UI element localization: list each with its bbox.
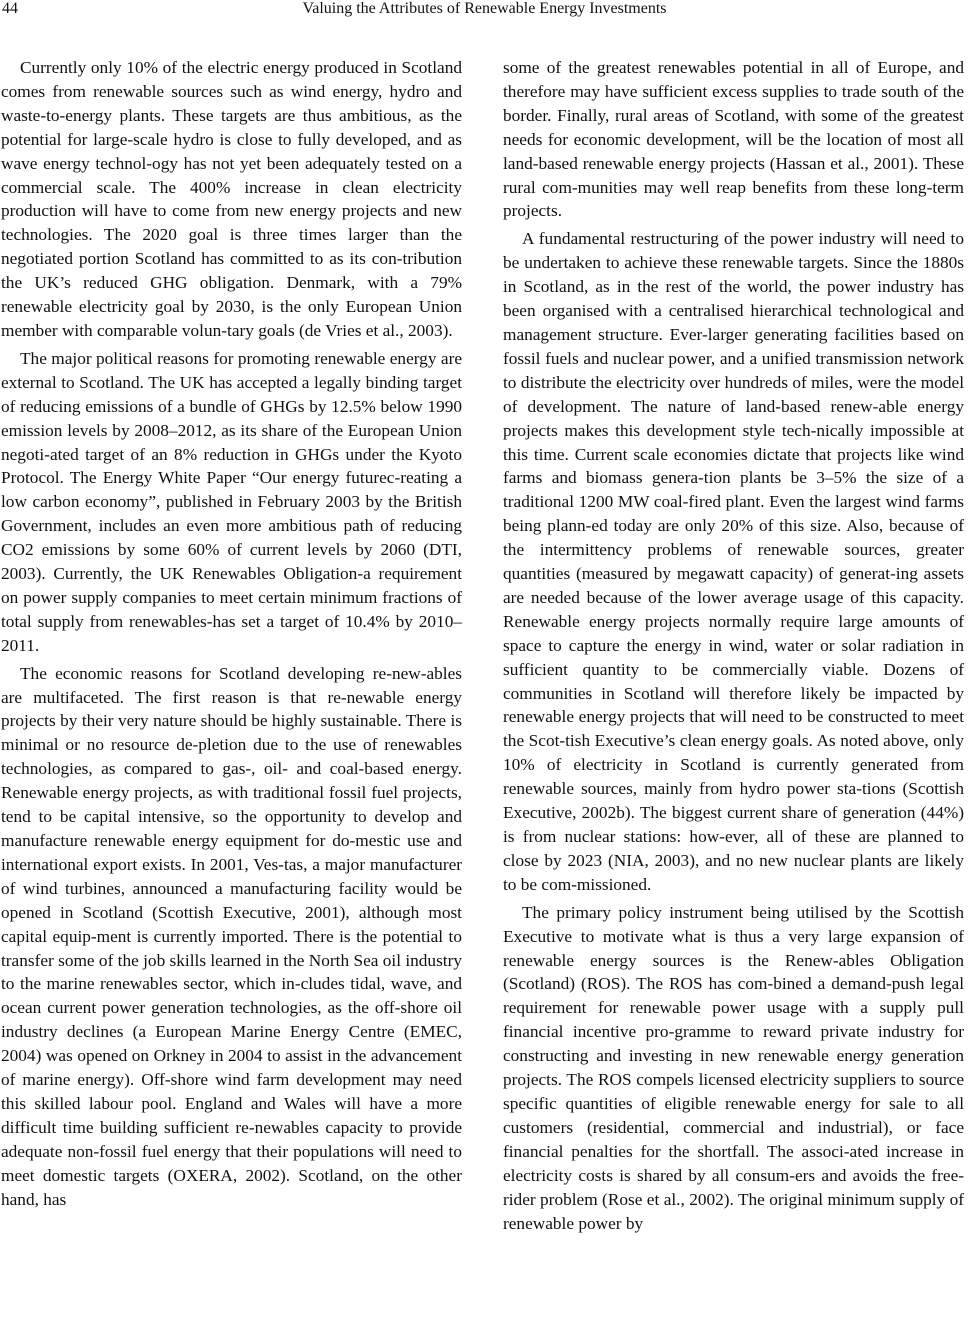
continued-paragraph: some of the greatest renewables potential in all of Europe, and therefore may have sufficient excess supplies to trade south of the border. Finally, rural areas of Scotland, with some of the greatest needs for economic development, will be the location of most all land-based renewable energy projects (Hassan et al., 2001). These rural com-munities may well reap benefits from these long-term projects. (503, 58, 964, 221)
body-paragraph: Currently only 10% of the electric energy produced in Scotland comes from renewable sources such as wind energy, hydro and waste-to-energy plants. These targets are thus ambitious, as the potential for large-scale hydro is close to fully developed, and as wave energy technol-ogy has not yet been adequately tested on a commercial scale. The 400% increase in clean electricity production will have to come from new energy projects and new technologies. The 2020 goal is three times larger than the negotiated portion Scotland has committed to as its con-tribution the UK’s reduced GHG obligation. Denmark, with a 79% renewable electricity goal by 2030, is the only European Union member with comparable volun-tary goals (de Vries et al., 2003). (1, 58, 462, 340)
page-number: 44 (2, 0, 18, 17)
left-column (1, 56, 462, 1212)
body-paragraph: A fundamental restructuring of the power industry will need to be undertaken to achieve these renewable targets. Since the 1880s in Scotland, as in the rest of the world, the power industry has been organised with a centralised hierarchical technological and management structure. Ever-larger generating facilities based on fossil fuels and nuclear power, and a unified transmission network to distribute the electricity over hundreds of miles, were the model of development. The nature of land-based renew-able energy projects makes this development style tech-nically impossible at this time. Current scale economies dictate that projects like wind farms and biomass genera-tion plants be 3–5% the size of a traditional 1200 MW coal-fired plant. Even the largest wind farms being plann-ed today are only 20% of this size. Also, because of the intermittency problems of renewable sources, greater quantities (measured by megawatt capacity) of generat-ing assets are needed because of the lower average usage of this capacity. Renewable energy projects normally require large amounts of space to capture the energy in wind, water or solar radiation in sufficient quantity to be commercially viable. Dozens of communities in Scotland will therefore likely be impacted by renewable energy projects that will need to be constructed to meet the Scot-tish Executive’s clean energy goals. As noted above, only 10% of electricity in Scotland is currently generated from renewable sources, mainly from hydro power sta-tions (Scottish Executive, 2002b). The biggest current share of generation (44%) is from nuclear stations: how-ever, all of these are planned to close by 2023 (NIA, 2003), and no new nuclear plants are likely to be com-missioned. (503, 229, 964, 894)
right-column (503, 56, 964, 1235)
body-paragraph: The economic reasons for Scotland developing re-new-ables are multifaceted. The first reason is that re-newable energy projects by their very nature should be highly sustainable. There is minimal or no resource de-pletion due to the use of renewables technologies, as compared to gas-, oil- and coal-based energy. Renewable energy projects, as with traditional fossil fuel projects, tend to be capital intensive, so the opportunity to develop and manufacture renewable energy equipment for do-mestic use and international export exists. In 2001, Ves-tas, a major manufacturer of wind turbines, announced a manufacturing facility would be opened in Scotland (Scottish Executive, 2001), although most capital equip-ment is currently imported. There is the potential to transfer some of the job skills learned in the North Sea oil industry to the marine renewables sector, which in-cludes tidal, wave, and ocean current power generation technologies, as the off-shore oil industry declines (a European Marine Energy Centre (EMEC, 2004) was opened on Orkney in 2004 to assist in the advancement of marine energy). Off-shore wind farm development may need this skilled labour pool. England and Wales will have a more difficult time building sufficient re-newables capacity to provide adequate non-fossil fuel energy that their populations will need to meet domestic targets (OXERA, 2002). Scotland, on the other hand, has (1, 663, 462, 1209)
body-paragraph: The primary policy instrument being utilised by the Scottish Executive to motivate what is thus a very large expansion of renewable energy sources is the Renew-ables Obligation (Scotland) (ROS). The ROS has com-bined a demand-push legal requirement for renewable power usage with a supply pull financial incentive pro-gramme to reward private industry for constructing and investing in new renewable energy generation projects. The ROS compels licensed electricity suppliers to source specific quantities of eligible renewable energy for sale to all customers (residential, commercial and industrial), or face financial penalties for the shortfall. The associ-ated increase in electricity costs is shared by all consum-ers and avoids the free-rider problem (Rose et al., 2002). The original minimum supply of renewable power by (503, 902, 964, 1233)
running-title: Valuing the Attributes of Renewable Energy Investments (302, 0, 667, 17)
body-paragraph: The major political reasons for promoting renewable energy are external to Scotland. The UK has accepted a legally binding target of reducing emissions of a bundle of GHGs by 12.5% below 1990 emission levels by 2008–2012, as its share of the European Union negoti-ated target of an 8% reduction in GHGs under the Kyoto Protocol. The Energy White Paper “Our energy futurec-reating a low carbon economy”, published in February 2003 by the British Government, includes an even more ambitious path of reducing CO2 emissions by some 60% of current levels by 2060 (DTI, 2003). Currently, the UK Renewables Obligation-a requirement on power supply companies to meet certain minimum fractions of total supply from renewables-has set a target of 10.4% by 2010–2011. (1, 348, 462, 655)
